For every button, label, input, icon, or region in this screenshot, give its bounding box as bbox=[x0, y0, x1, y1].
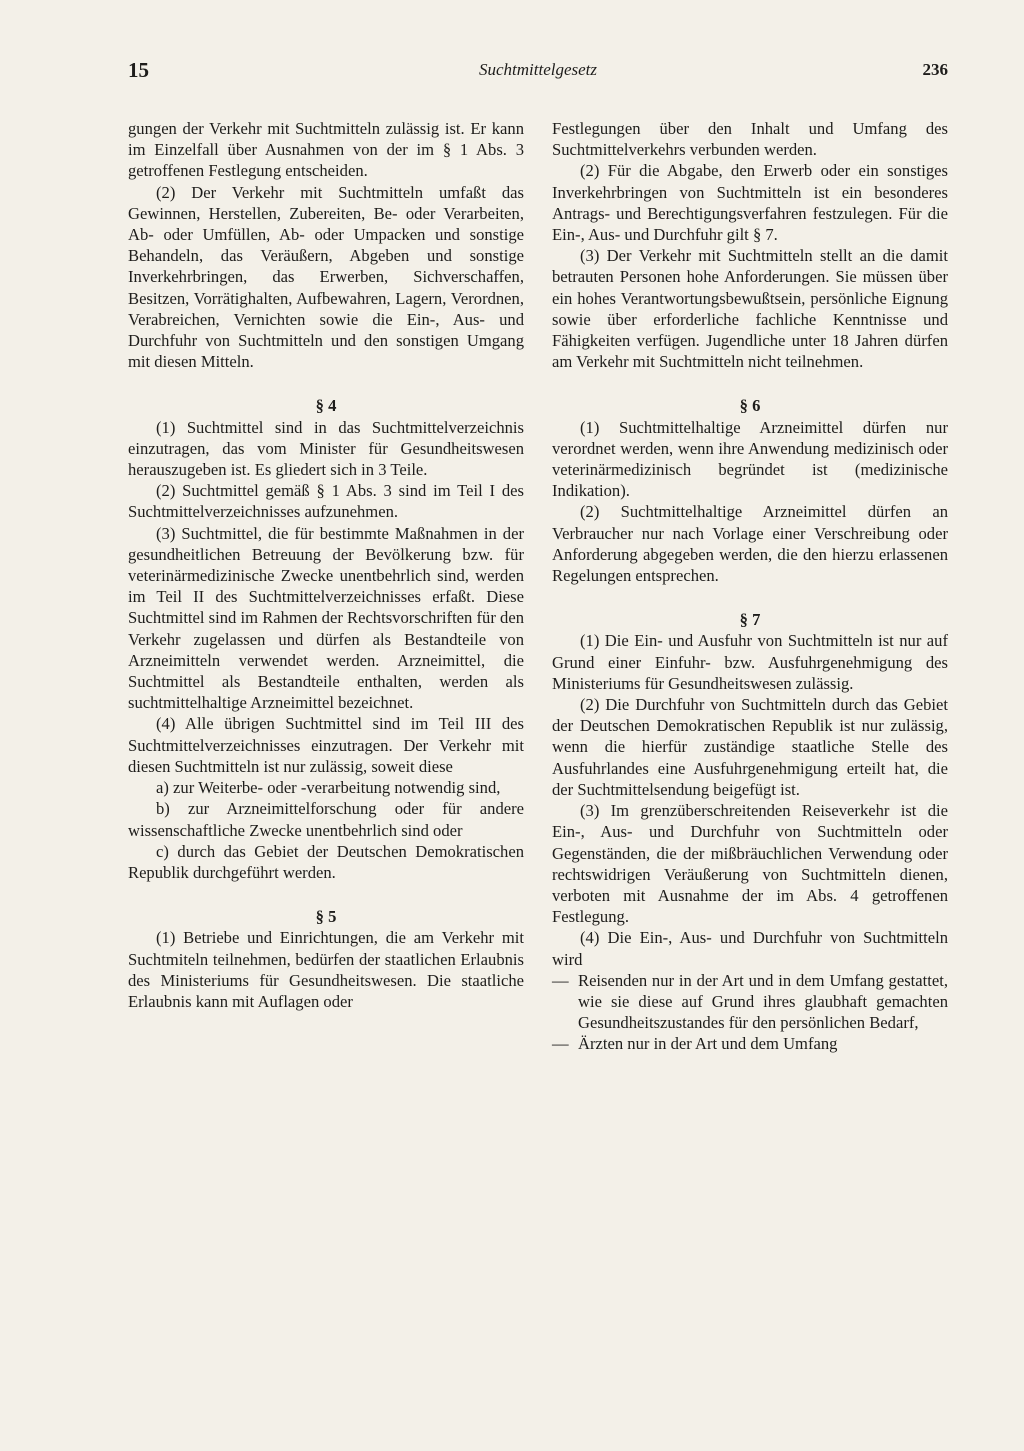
paragraph: (2) Für die Abgabe, den Erwerb oder ein sonstiges Inverkehrbringen von Suchtmitteln ist ein besonderes Antrags- und Berechtigungsverfahren festzulegen. Für die Ein-, Aus- und Durchfuhr gilt § 7. bbox=[552, 161, 948, 245]
paragraph: (2) Suchtmittelhaltige Arzneimittel dürfen an Verbraucher nur nach Vorlage einer Verschreibung oder Anforderung abgegeben werden, die den hierzu erlassenen Regelungen entsprechen. bbox=[552, 502, 948, 586]
paragraph: (2) Der Verkehr mit Suchtmitteln umfaßt das Gewinnen, Herstellen, Zubereiten, Be- oder Verarbeiten, Ab- oder Umfüllen, Ab- oder Umpacken und sonstige Behandeln, das Veräußern, Abgeben und sonstige Inverkehrbringen, das Erwerben, Sichverschaffen, Besitzen, Vorrätighalten, Aufbewahren, Lagern, Verordnen, Verabreichen, Vernichten sowie die Ein-, Aus- und Durchfuhr von Suchtmitteln und den sonstigen Umgang mit diesen Mitteln. bbox=[128, 182, 524, 372]
paragraph: (1) Die Ein- und Ausfuhr von Suchtmitteln ist nur auf Grund einer Einfuhr- bzw. Ausfuhrgenehmigung des Ministeriums für Gesundheitswesen zulässig. bbox=[552, 631, 948, 693]
dash-item-text: Ärzten nur in der Art und dem Umfang bbox=[578, 1034, 838, 1054]
section-heading: § 5 bbox=[315, 907, 337, 927]
dash-list-item bbox=[552, 970, 948, 1034]
page-number-right: 236 bbox=[922, 60, 948, 79]
paragraph: (1) Suchtmittelhaltige Arzneimittel dürfen nur verordnet werden, wenn ihre Anwendung medizinisch oder veterinärmedizinisch begründet ist (medizinische Indikation). bbox=[552, 417, 948, 501]
left-column bbox=[128, 118, 524, 1012]
running-title: Suchtmittelgesetz bbox=[478, 60, 598, 79]
paragraph: c) durch das Gebiet der Deutschen Demokratischen Republik durchgeführt werden. bbox=[128, 841, 524, 882]
paragraph: (3) Im grenzüberschreitenden Reiseverkehr ist die Ein-, Aus- und Durchfuhr von Suchtmitteln oder Gegenständen, die der mißbräuchlichen Verwendung oder rechtswidrigen Veräußerung von Suchtmitteln dienen, verboten mit Ausnahme der im Abs. 4 getroffenen Festlegung. bbox=[552, 801, 948, 927]
paragraph: (2) Suchtmittel gemäß § 1 Abs. 3 sind im Teil I des Suchtmittelverzeichnisses aufzunehmen. bbox=[128, 481, 524, 522]
paragraph: gungen der Verkehr mit Suchtmitteln zulässig ist. Er kann im Einzelfall über Ausnahmen von der im § 1 Abs. 3 getroffenen Festlegung entscheiden. bbox=[128, 119, 524, 181]
dash-marker: — bbox=[552, 970, 569, 990]
section-heading: § 6 bbox=[739, 396, 761, 416]
paragraph: (4) Die Ein-, Aus- und Durchfuhr von Suchtmitteln wird bbox=[552, 928, 948, 969]
paragraph: (3) Der Verkehr mit Suchtmitteln stellt an die damit betrauten Personen hohe Anforderungen. Sie müssen über ein hohes Verantwortungsbewußtsein, persönliche Eignung sowie über erforderliche fachliche Kenntnisse und Fähigkeiten verfügen. Jugendliche unter 18 Jahren dürfen am Verkehr mit Suchtmitteln nicht teilnehmen. bbox=[552, 246, 948, 372]
dash-item-text: Reisenden nur in der Art und in dem Umfang gestattet, wie sie diese auf Grund ihres glaubhaft gemachten Gesundheitszustandes für den persönlichen Bedarf, bbox=[578, 970, 948, 1033]
paragraph: (4) Alle übrigen Suchtmittel sind im Teil III des Suchtmittelverzeichnisses einzutragen. Der Verkehr mit diesen Suchtmitteln ist nur zulässig, soweit diese bbox=[128, 714, 524, 776]
section-heading: § 4 bbox=[315, 396, 337, 416]
paragraph: (1) Suchtmittel sind in das Suchtmittelverzeichnis einzutragen, das vom Minister für Gesundheitswesen herauszugeben ist. Es gliedert sich in 3 Teile. bbox=[128, 417, 524, 480]
section-heading: § 7 bbox=[739, 610, 761, 630]
paragraph: a) zur Weiterbe- oder -verarbeitung notwendig sind, bbox=[156, 778, 501, 798]
dash-list-item bbox=[552, 1033, 948, 1054]
page-number-left: 15 bbox=[128, 58, 149, 82]
paragraph: (2) Die Durchfuhr von Suchtmitteln durch das Gebiet der Deutschen Demokratischen Republik ist nur zulässig, wenn die hierfür zuständige staatliche Stelle des Ausfuhrlandes eine Ausfuhrgenehmigung erteilt hat, die der Suchtmittelsendung beigefügt ist. bbox=[552, 695, 948, 799]
page-header bbox=[128, 58, 948, 88]
right-column bbox=[552, 118, 948, 1055]
paragraph: Festlegungen über den Inhalt und Umfang des Suchtmittelverkehrs verbunden werden. bbox=[552, 119, 948, 160]
paragraph: (1) Betriebe und Einrichtungen, die am Verkehr mit Suchtmiteln teilnehmen, bedürfen der staatlichen Erlaubnis des Ministeriums für Gesundheitswesen. Die staatliche Erlaubnis kann mit Auflagen oder bbox=[128, 928, 524, 1011]
dash-marker: — bbox=[552, 1034, 569, 1054]
paragraph: (3) Suchtmittel, die für bestimmte Maßnahmen in der gesundheitlichen Betreuung der Bevölkerung bzw. für veterinärmedizinische Zwecke unentbehrlich sind, werden im Teil II des Suchtmittelverzeichnisses erfaßt. Diese Suchtmittel sind im Rahmen der Rechtsvorschriften für den Verkehr zugelassen und dürfen als Bestandteile von Arzneimitteln verwendet werden. Arzneimittel, die Suchtmittel als Bestandteile enthalten, werden als suchtmittelhaltige Arzneimittel bezeichnet. bbox=[128, 523, 524, 713]
paragraph: b) zur Arzneimittelforschung oder für andere wissenschaftliche Zwecke unentbehrlich sind oder bbox=[128, 799, 524, 840]
